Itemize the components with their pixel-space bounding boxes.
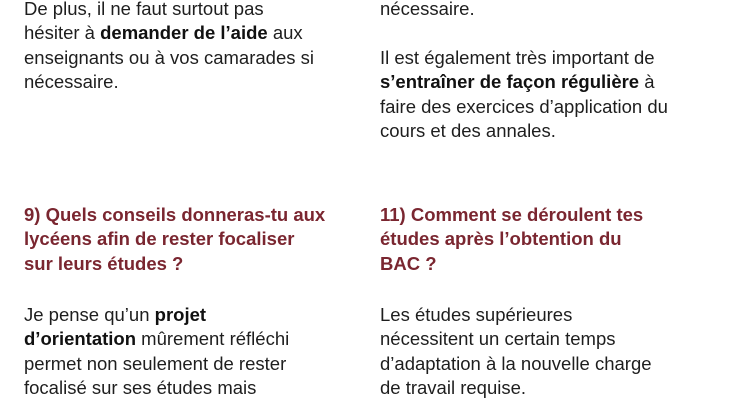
text-line: cours et des annales. bbox=[380, 120, 556, 142]
text-line: De plus, il ne faut surtout pas bbox=[24, 0, 264, 19]
bold-phrase: s’entraîner de façon régulière bbox=[380, 71, 640, 93]
text-line: nécessaire. bbox=[24, 71, 119, 93]
bold-phrase: projet bbox=[154, 304, 207, 325]
bold-phrase: d’orientation bbox=[24, 328, 137, 350]
question-11-answer bbox=[380, 303, 652, 401]
text-line: permet non seulement de rester bbox=[24, 352, 287, 374]
text-line: s’entraîner de façon régulière à bbox=[380, 71, 655, 93]
right-top-paragraph-end bbox=[380, 0, 475, 21]
text-line: Je pense qu’un projet bbox=[24, 304, 207, 325]
left-top-paragraph bbox=[24, 0, 314, 95]
text-line: focalisé sur ses études mais bbox=[24, 377, 257, 399]
text-line: d’adaptation à la nouvelle charge bbox=[380, 352, 652, 374]
text-line: de travail requise. bbox=[380, 377, 527, 399]
text-line: d’orientation mûrement réfléchi bbox=[24, 328, 290, 350]
bold-phrase: demander de l’aide bbox=[100, 22, 268, 44]
text-line: enseignants ou à vos camarades si bbox=[24, 46, 315, 68]
text-line: hésiter à demander de l’aide aux bbox=[24, 22, 303, 44]
text-line: Il est également très important de bbox=[380, 47, 655, 68]
right-paragraph-2 bbox=[380, 46, 668, 144]
text-line: nécessaire. bbox=[380, 0, 475, 19]
text-line: faire des exercices d’application du bbox=[380, 95, 668, 117]
question-9-heading: 9) Quels conseils donneras-tu aux lycéens afin de rester focaliser sur leurs études ? bbox=[24, 204, 326, 274]
text-line: Les études supérieures bbox=[380, 304, 573, 325]
question-11-heading: 11) Comment se déroulent tes études après l’obtention du BAC ? bbox=[380, 204, 644, 274]
text-line: nécessitent un certain temps bbox=[380, 328, 616, 350]
question-9-answer bbox=[24, 303, 289, 401]
